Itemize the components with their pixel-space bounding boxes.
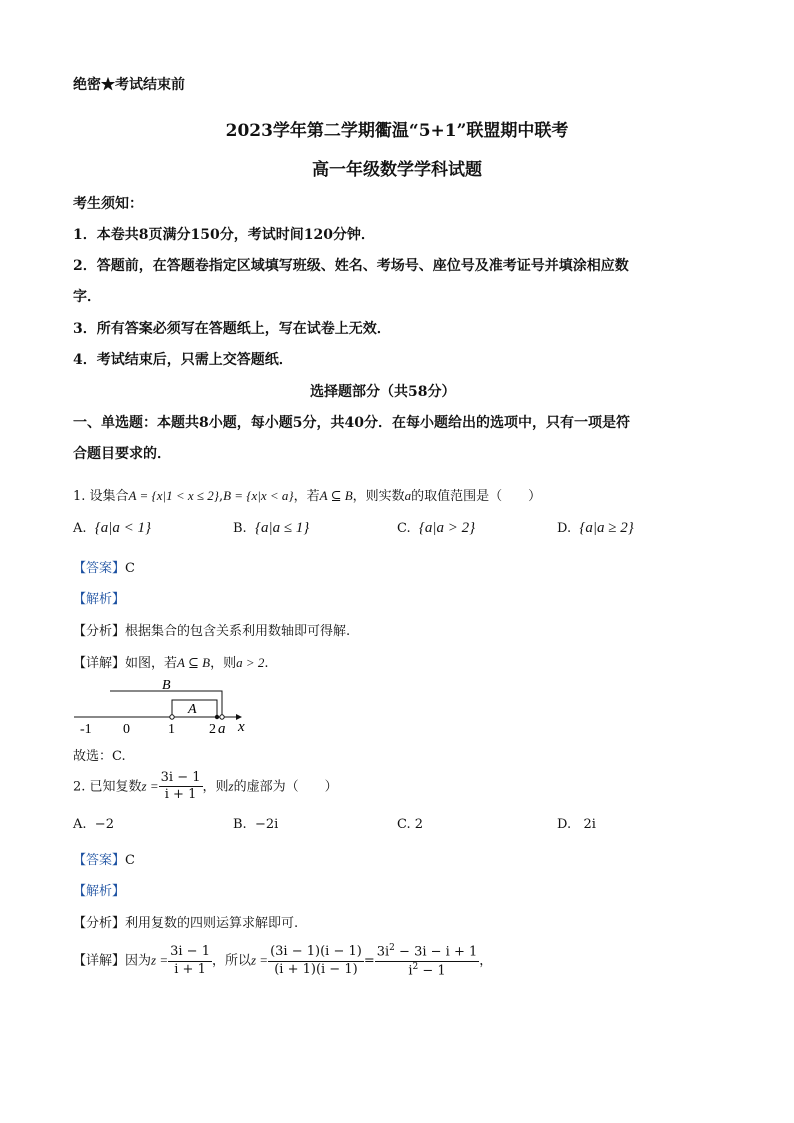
q2-detail-z1: z =: [151, 952, 169, 968]
q1-detail-end: .: [264, 656, 269, 671]
q2-answer: [73, 849, 135, 868]
q1-set-b: B = {x|x < a}: [223, 488, 294, 503]
q2-option-d[interactable]: [557, 817, 596, 832]
q1-analysis-tag: 【解析】: [73, 592, 126, 607]
notice-heading: 考生须知：: [73, 196, 143, 212]
q1-option-b[interactable]: [233, 520, 309, 537]
q2-detail-frac1-den: i + 1: [174, 961, 206, 977]
q2-detail-mid: ，所以: [211, 953, 251, 969]
q2-prefix: 2. 已知复数: [73, 779, 142, 795]
q2-option-a[interactable]: [73, 817, 114, 832]
closed-point-2: [215, 715, 219, 719]
section-title: 选择题部分（共58分）: [310, 384, 456, 400]
q2-f3-den-sup: 2: [412, 961, 419, 972]
q2-option-c-text: 2: [414, 817, 424, 832]
q1-option-d[interactable]: [557, 520, 634, 537]
exam-subtitle: 高一年级数学学科试题: [312, 160, 482, 180]
q1-option-d-label: D.: [557, 521, 572, 536]
q1-option-b-label: B.: [233, 521, 247, 536]
q1-prefix: 1. 设集合: [73, 489, 129, 504]
q1-mid2: ，则实数: [352, 489, 405, 504]
q2-option-b-label: B.: [233, 817, 247, 832]
q1-option-d-text: {a|a ≥ 2}: [579, 520, 634, 536]
q2-f3-num-sup: 2: [389, 943, 395, 953]
q2-detail-frac3-num: [375, 944, 480, 962]
set-b-bracket: [110, 691, 222, 717]
q2-detail-frac1-num: 3i − 1: [168, 945, 212, 961]
q1-option-a-label: A.: [73, 521, 87, 536]
question-2-stem: [73, 771, 338, 803]
tick-label-minus-1: -1: [80, 722, 92, 737]
notice-item-2: 2．答题前，在答题卷指定区域填写班级、姓名、考场号、座位号及准考证号并填涂相应数: [73, 258, 629, 274]
set-b-label: B: [162, 678, 171, 693]
q2-fenxi: [73, 912, 298, 931]
number-line-figure: [70, 675, 260, 737]
q1-fenxi-text: 根据集合的包含关系利用数轴即可得解.: [125, 624, 351, 639]
q1-answer-value: C: [125, 561, 135, 576]
q1-choose: 故选：C.: [73, 749, 126, 764]
q1-fenxi-tag: 【分析】: [73, 624, 126, 639]
q2-option-a-text: −2: [94, 817, 114, 832]
axis-label-x: x: [238, 719, 245, 735]
q2-detail-frac3: [375, 944, 480, 978]
q2-frac-den: i + 1: [164, 787, 197, 803]
open-point-1: [170, 715, 174, 719]
q1-option-c-text: {a|a > 2}: [418, 520, 476, 536]
section-instructions-cont: 合题目要求的．: [73, 446, 171, 462]
q2-detail-frac2: [268, 945, 364, 977]
notice-item-3: 3．所有答案必须写在答题纸上，写在试卷上无效．: [73, 321, 391, 337]
q1-detail-pre: 如图，若: [125, 656, 178, 671]
q1-answer-tag: 【答案】: [73, 561, 126, 576]
q1-detail-cond: A ⊆ B: [177, 655, 211, 670]
q1-sep: ,: [218, 489, 224, 504]
tick-label-2: 2: [209, 722, 216, 737]
q2-fraction: [159, 771, 203, 803]
tick-label-a: a: [218, 721, 226, 737]
q1-option-b-text: {a|a ≤ 1}: [254, 520, 310, 536]
q2-f3-den-b: − 1: [418, 962, 446, 978]
notice-item-1: 1．本卷共8页满分150分，考试时间120分钟．: [73, 227, 375, 243]
q2-detail: [73, 944, 492, 978]
q1-option-a[interactable]: [73, 520, 151, 537]
q2-f3-num-b: − 3i − i + 1: [394, 944, 478, 960]
q1-set-a: A = {x|1 < x ≤ 2}: [128, 488, 219, 503]
q1-option-a-text: {a|a < 1}: [94, 520, 152, 536]
q2-detail-tag: 【详解】: [73, 953, 126, 969]
q2-mid: ，则: [202, 779, 229, 795]
q1-option-c-label: C.: [397, 521, 411, 536]
q1-mid: ，若: [293, 489, 320, 504]
q1-suffix: 的取值范围是（ ）: [411, 489, 542, 504]
q1-detail-tag: 【详解】: [73, 656, 126, 671]
q2-fenxi-tag: 【分析】: [73, 916, 126, 931]
q2-option-a-label: A.: [73, 817, 87, 832]
q2-answer-value: C: [125, 853, 135, 868]
q2-detail-frac2-den: (i + 1)(i − 1): [274, 961, 358, 977]
tick-label-1: 1: [168, 722, 175, 737]
q2-detail-z2: z =: [251, 952, 269, 968]
q1-option-c[interactable]: [397, 520, 475, 537]
q2-variable: z: [228, 778, 234, 794]
q1-detail-mid: ，则: [210, 656, 237, 671]
q2-suffix: 的虚部为（ ）: [233, 779, 338, 795]
q2-detail-eq: =: [363, 953, 375, 969]
exam-title: 2023学年第二学期衢温“5+1”联盟期中联考: [225, 121, 569, 141]
q1-fenxi: [73, 620, 350, 639]
section-instructions: 一、单选题：本题共8小题，每小题5分，共40分．在每小题给出的选项中，只有一项是符: [73, 415, 630, 431]
set-a-label: A: [188, 702, 197, 717]
q1-detail-result: a > 2: [236, 655, 265, 670]
q2-detail-pre: 因为: [125, 953, 152, 969]
tick-label-0: 0: [123, 722, 130, 737]
q2-detail-frac1: [168, 945, 212, 977]
open-point-a: [220, 715, 224, 719]
q1-condition: A ⊆ B: [319, 488, 353, 503]
q1-detail: [73, 652, 269, 671]
q2-option-c[interactable]: [397, 817, 423, 832]
q2-f3-num-a: 3i: [376, 944, 390, 960]
confidential-label: 绝密★考试结束前: [73, 77, 185, 93]
q2-answer-tag: 【答案】: [73, 853, 126, 868]
q1-answer: [73, 557, 135, 576]
notice-item-2-cont: 字．: [73, 289, 101, 305]
notice-item-4: 4．考试结束后，只需上交答题纸．: [73, 352, 293, 368]
q2-option-b[interactable]: [233, 817, 278, 832]
q2-detail-frac3-den: [375, 962, 480, 979]
q1-variable: a: [404, 488, 412, 503]
q2-z-eq: z =: [141, 778, 159, 794]
q2-detail-end: ，: [479, 953, 493, 969]
q2-frac-num: 3i − 1: [159, 771, 203, 787]
question-1-stem: [73, 485, 541, 504]
q2-option-d-label: D.: [557, 817, 572, 832]
q2-analysis-tag: 【解析】: [73, 884, 126, 899]
q2-detail-frac2-num: (3i − 1)(i − 1): [268, 945, 364, 961]
q2-f3-den-a: i: [408, 962, 413, 978]
q2-option-c-label: C.: [397, 817, 411, 832]
q2-fenxi-text: 利用复数的四则运算求解即可.: [125, 916, 299, 931]
q2-option-b-text: −2i: [254, 817, 279, 832]
q2-option-d-text: 2i: [583, 817, 596, 832]
